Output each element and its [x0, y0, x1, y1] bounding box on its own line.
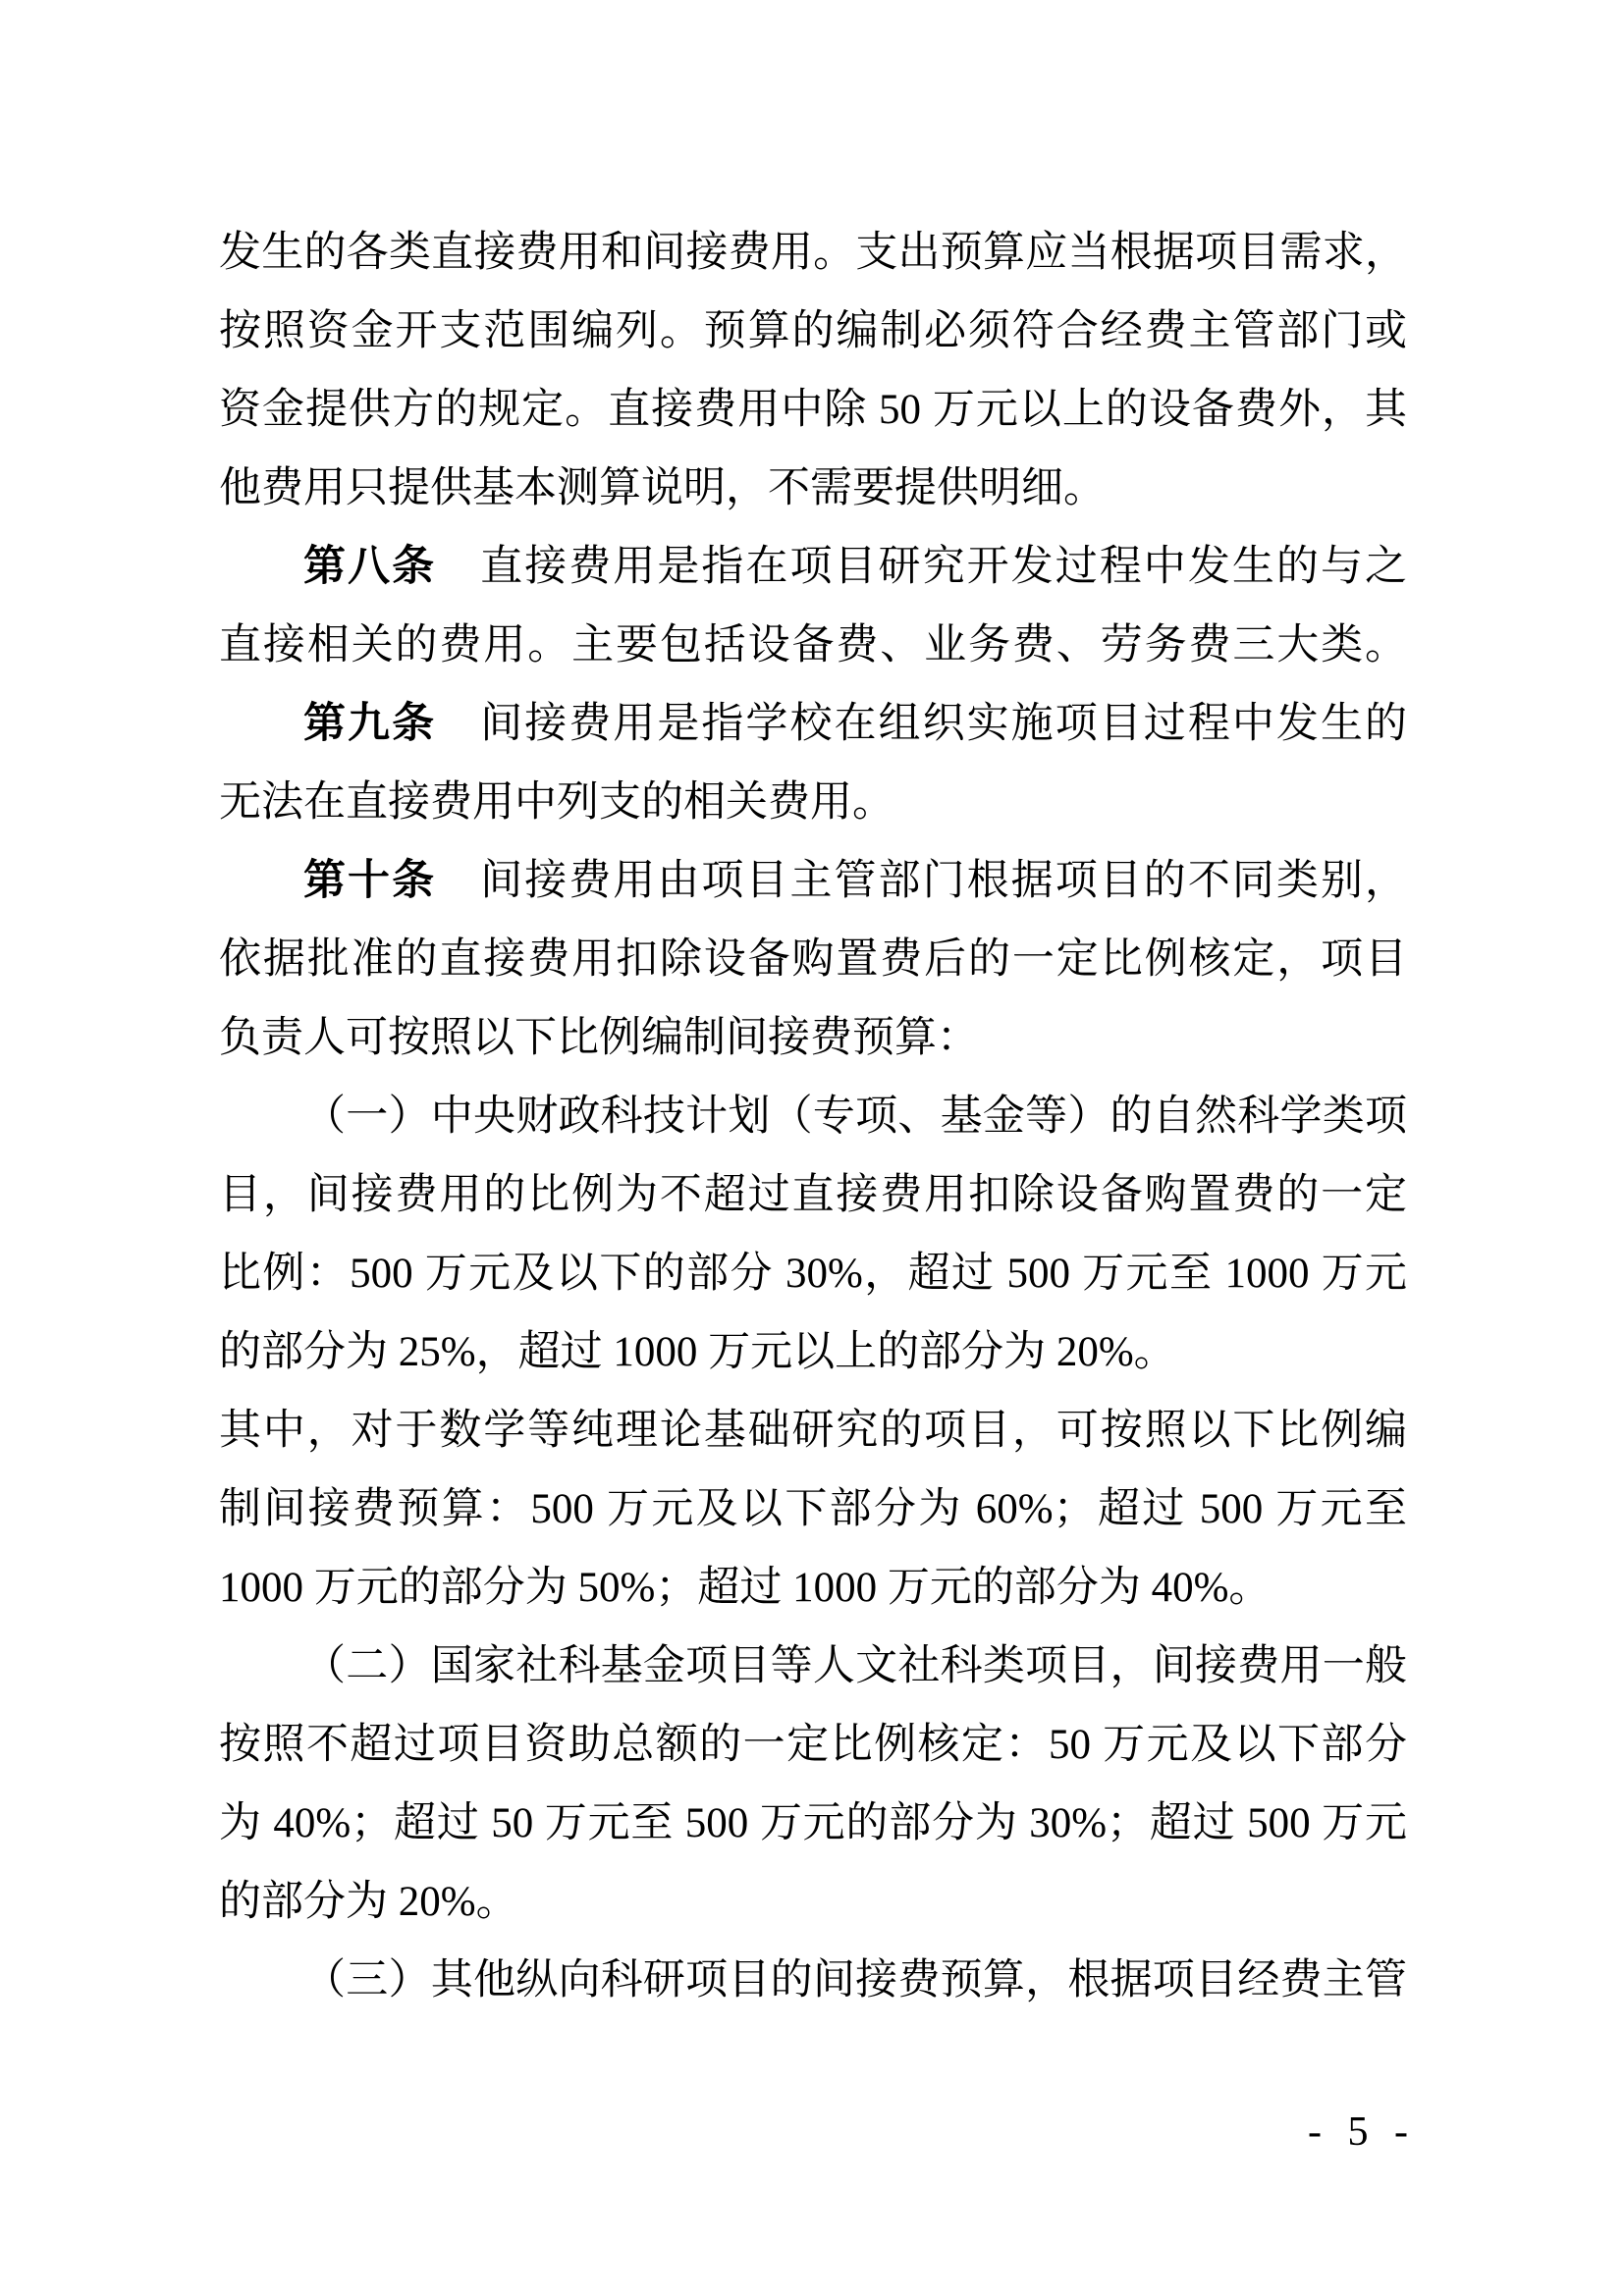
- text-line-18: [219, 1549, 1407, 1628]
- text-line-7: [219, 685, 1407, 764]
- text-line-1: [219, 214, 1407, 293]
- text-line-14: [219, 1235, 1407, 1313]
- text-line-13: [219, 1156, 1407, 1235]
- text-line-8: [219, 764, 1407, 842]
- line-text: 为 40%；超过 50 万元至 500 万元的部分为 30%；超过 500 万元: [219, 1800, 1407, 1846]
- article-heading: 第八条: [303, 544, 437, 590]
- text-line-19: [219, 1628, 1407, 1706]
- text-line-12: [219, 1078, 1407, 1156]
- text-line-23: [219, 1942, 1407, 2020]
- document-body: [219, 214, 1407, 2020]
- line-text: 其中，对于数学等纯理论基础研究的项目，可按照以下比例编: [219, 1408, 1407, 1454]
- line-text: 1000 万元的部分为 50%；超过 1000 万元的部分为 40%。: [219, 1565, 1272, 1611]
- line-text: 他费用只提供基本测算说明，不需要提供明细。: [219, 465, 1106, 511]
- line-text: 制间接费预算：500 万元及以下部分为 60%；超过 500 万元至: [219, 1486, 1407, 1532]
- line-text: 的部分为 20%。: [219, 1879, 518, 1925]
- text-line-2: [219, 293, 1407, 371]
- text-line-17: [219, 1470, 1407, 1549]
- line-text: 的部分为 25%，超过 1000 万元以上的部分为 20%。: [219, 1329, 1176, 1375]
- line-text: （三）其他纵向科研项目的间接费预算，根据项目经费主管: [303, 1957, 1407, 2003]
- text-line-20: [219, 1706, 1407, 1785]
- line-text: （一）中央财政科技计划（专项、基金等）的自然科学类项: [303, 1094, 1407, 1140]
- line-text: （二）国家社科基金项目等人文社科类项目，间接费用一般: [303, 1643, 1407, 1689]
- line-text: 负责人可按照以下比例编制间接费预算：: [219, 1015, 979, 1061]
- line-text: 按照资金开支范围编列。预算的编制必须符合经费主管部门或: [219, 308, 1407, 354]
- line-text: 比例：500 万元及以下的部分 30%，超过 500 万元至 1000 万元: [219, 1251, 1407, 1297]
- line-text: 无法在直接费用中列支的相关费用。: [219, 779, 894, 826]
- line-text: 间接费用由项目主管部门根据项目的不同类别，: [436, 858, 1407, 904]
- text-line-9: [219, 842, 1407, 921]
- line-text: 发生的各类直接费用和间接费用。支出预算应当根据项目需求，: [219, 230, 1407, 276]
- page-footer: [1288, 2109, 1435, 2156]
- text-line-22: [219, 1863, 1407, 1942]
- line-text: 直接费用是指在项目研究开发过程中发生的与之: [436, 544, 1407, 590]
- line-text: 按照不超过项目资助总额的一定比例核定：50 万元及以下部分: [219, 1722, 1407, 1768]
- line-text: 目，间接费用的比例为不超过直接费用扣除设备购置费的一定: [219, 1172, 1407, 1218]
- text-line-15: [219, 1313, 1407, 1392]
- text-line-4: [219, 450, 1407, 528]
- line-text: 资金提供方的规定。直接费用中除 50 万元以上的设备费外，其: [219, 387, 1407, 433]
- line-text: 间接费用是指学校在组织实施项目过程中发生的: [436, 701, 1407, 747]
- text-line-6: [219, 607, 1407, 685]
- article-heading: 第十条: [303, 858, 437, 904]
- text-line-16: [219, 1392, 1407, 1470]
- text-line-11: [219, 999, 1407, 1078]
- text-line-5: [219, 528, 1407, 607]
- line-text: 直接相关的费用。主要包括设备费、业务费、劳务费三大类。: [219, 622, 1407, 668]
- text-line-21: [219, 1785, 1407, 1863]
- line-text: 依据批准的直接费用扣除设备购置费后的一定比例核定，项目: [219, 936, 1407, 983]
- article-heading: 第九条: [303, 701, 437, 747]
- page-number: - 5 -: [1308, 2109, 1416, 2155]
- text-line-10: [219, 921, 1407, 999]
- text-line-3: [219, 371, 1407, 450]
